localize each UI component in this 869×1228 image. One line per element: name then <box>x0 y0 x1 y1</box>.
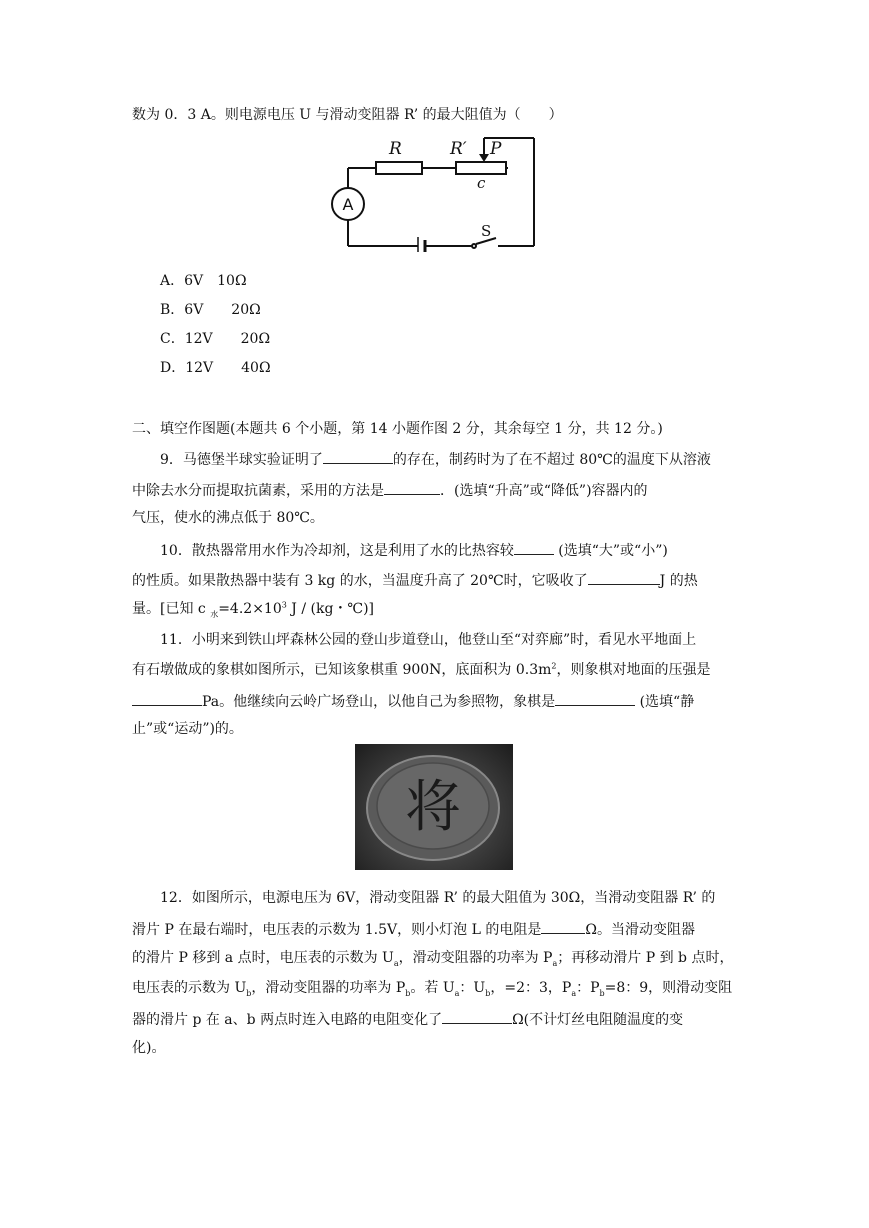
q9-line3: 气压，使水的沸点低于 80℃。 <box>132 510 324 526</box>
q12-line3: 的滑片 P 移到 a 点时，电压表的示数为 $U_a$，滑动变阻器的功率为 $P_a$；再移动滑片 P 到 b 点时， <box>132 950 734 968</box>
q9-blank1[interactable] <box>323 449 393 464</box>
rheostat-r-prime <box>456 162 506 174</box>
label-r-prime: R′ <box>450 139 467 159</box>
q12-line5: 器的滑片 p 在 a、b 两点时连入电路的电阻变化了 Ω(不计灯丝电阻随温度的变 <box>132 1009 869 1029</box>
q11-blank1[interactable] <box>132 691 202 706</box>
q9-blank2[interactable] <box>384 480 440 495</box>
q10-line3: 量。[已知 c $_水=4.2\times 10^3$ J / (kg・℃)] <box>132 600 375 619</box>
q10-blank2[interactable] <box>588 570 660 585</box>
q11-line1: 11．小明来到铁山坪森林公园的登山步道登山，他登山至“对弈廊”时，看见水平地面上 <box>132 632 697 648</box>
resistor-r <box>376 162 422 174</box>
label-c: c <box>477 174 486 192</box>
chess-piece-photo <box>355 744 513 870</box>
q12-line6: 化)。 <box>132 1040 166 1056</box>
q9-line1: 9．马德堡半球实验证明了 的存在，制药时为了在不超过 80℃的温度下从溶液 <box>132 449 869 469</box>
q11-line4: 止”或“运动”)的。 <box>132 721 243 737</box>
label-s: S <box>481 222 492 240</box>
option-c: C．12V 20Ω <box>160 331 271 347</box>
q8-stem: 数为 0．3 A。则电源电压 U 与滑动变阻器 R’ 的最大阻值为（ ） <box>132 107 563 123</box>
q11-line3: Pa。他继续向云岭广场登山，以他自己为参照物，象棋是 (选填“静 <box>132 691 869 711</box>
option-a: A．6V 10Ω <box>160 273 247 289</box>
section-heading: 二、填空作图题(本题共 6 个小题，第 14 小题作图 2 分，其余每空 1 分，共 12 分。) <box>132 421 663 437</box>
chess-character: 将 <box>405 775 461 840</box>
option-d: D．12V 40Ω <box>160 360 271 376</box>
q12-line2: 滑片 P 在最右端时，电压表的示数为 1.5V，则小灯泡 L 的电阻是 Ω。当滑动变阻器 <box>132 919 869 939</box>
q10-blank1[interactable] <box>514 540 554 555</box>
circuit-diagram <box>328 134 540 252</box>
option-b: B．6V 20Ω <box>160 302 261 318</box>
q11-blank2[interactable] <box>555 691 635 706</box>
q10-line2: 的性质。如果散热器中装有 3 kg 的水，当温度升高了 20℃时，它吸收了 J 的热 <box>132 570 869 590</box>
q12-line1: 12．如图所示，电源电压为 6V，滑动变阻器 R’ 的最大阻值为 30Ω，当滑动变阻器 R’ 的 <box>132 890 716 906</box>
q12-blank2[interactable] <box>442 1009 512 1024</box>
q9-line2: 中除去水分而提取抗菌素，采用的方法是 ．(选填“升高”或“降低”)容器内的 <box>132 480 869 500</box>
label-ammeter: A <box>342 195 354 214</box>
q10-line1: 10．散热器常用水作为冷却剂，这是利用了水的比热容较 (选填“大”或“小”) <box>132 540 869 560</box>
q12-blank1[interactable] <box>541 919 585 934</box>
q11-line2: 有石墩做成的象棋如图所示，已知该象棋重 900N，底面积为 $0.3m^2$，则象棋对地面的压强是 <box>132 661 711 678</box>
label-r: R <box>389 139 402 159</box>
q12-line4: 电压表的示数为 $U_b$，滑动变阻器的功率为 $P_b$。若 $U_a$：$U_b$，=2：3，$P_a$：$P_b=8$：9，则滑动变阻 <box>132 980 733 998</box>
label-p: P <box>490 139 502 159</box>
